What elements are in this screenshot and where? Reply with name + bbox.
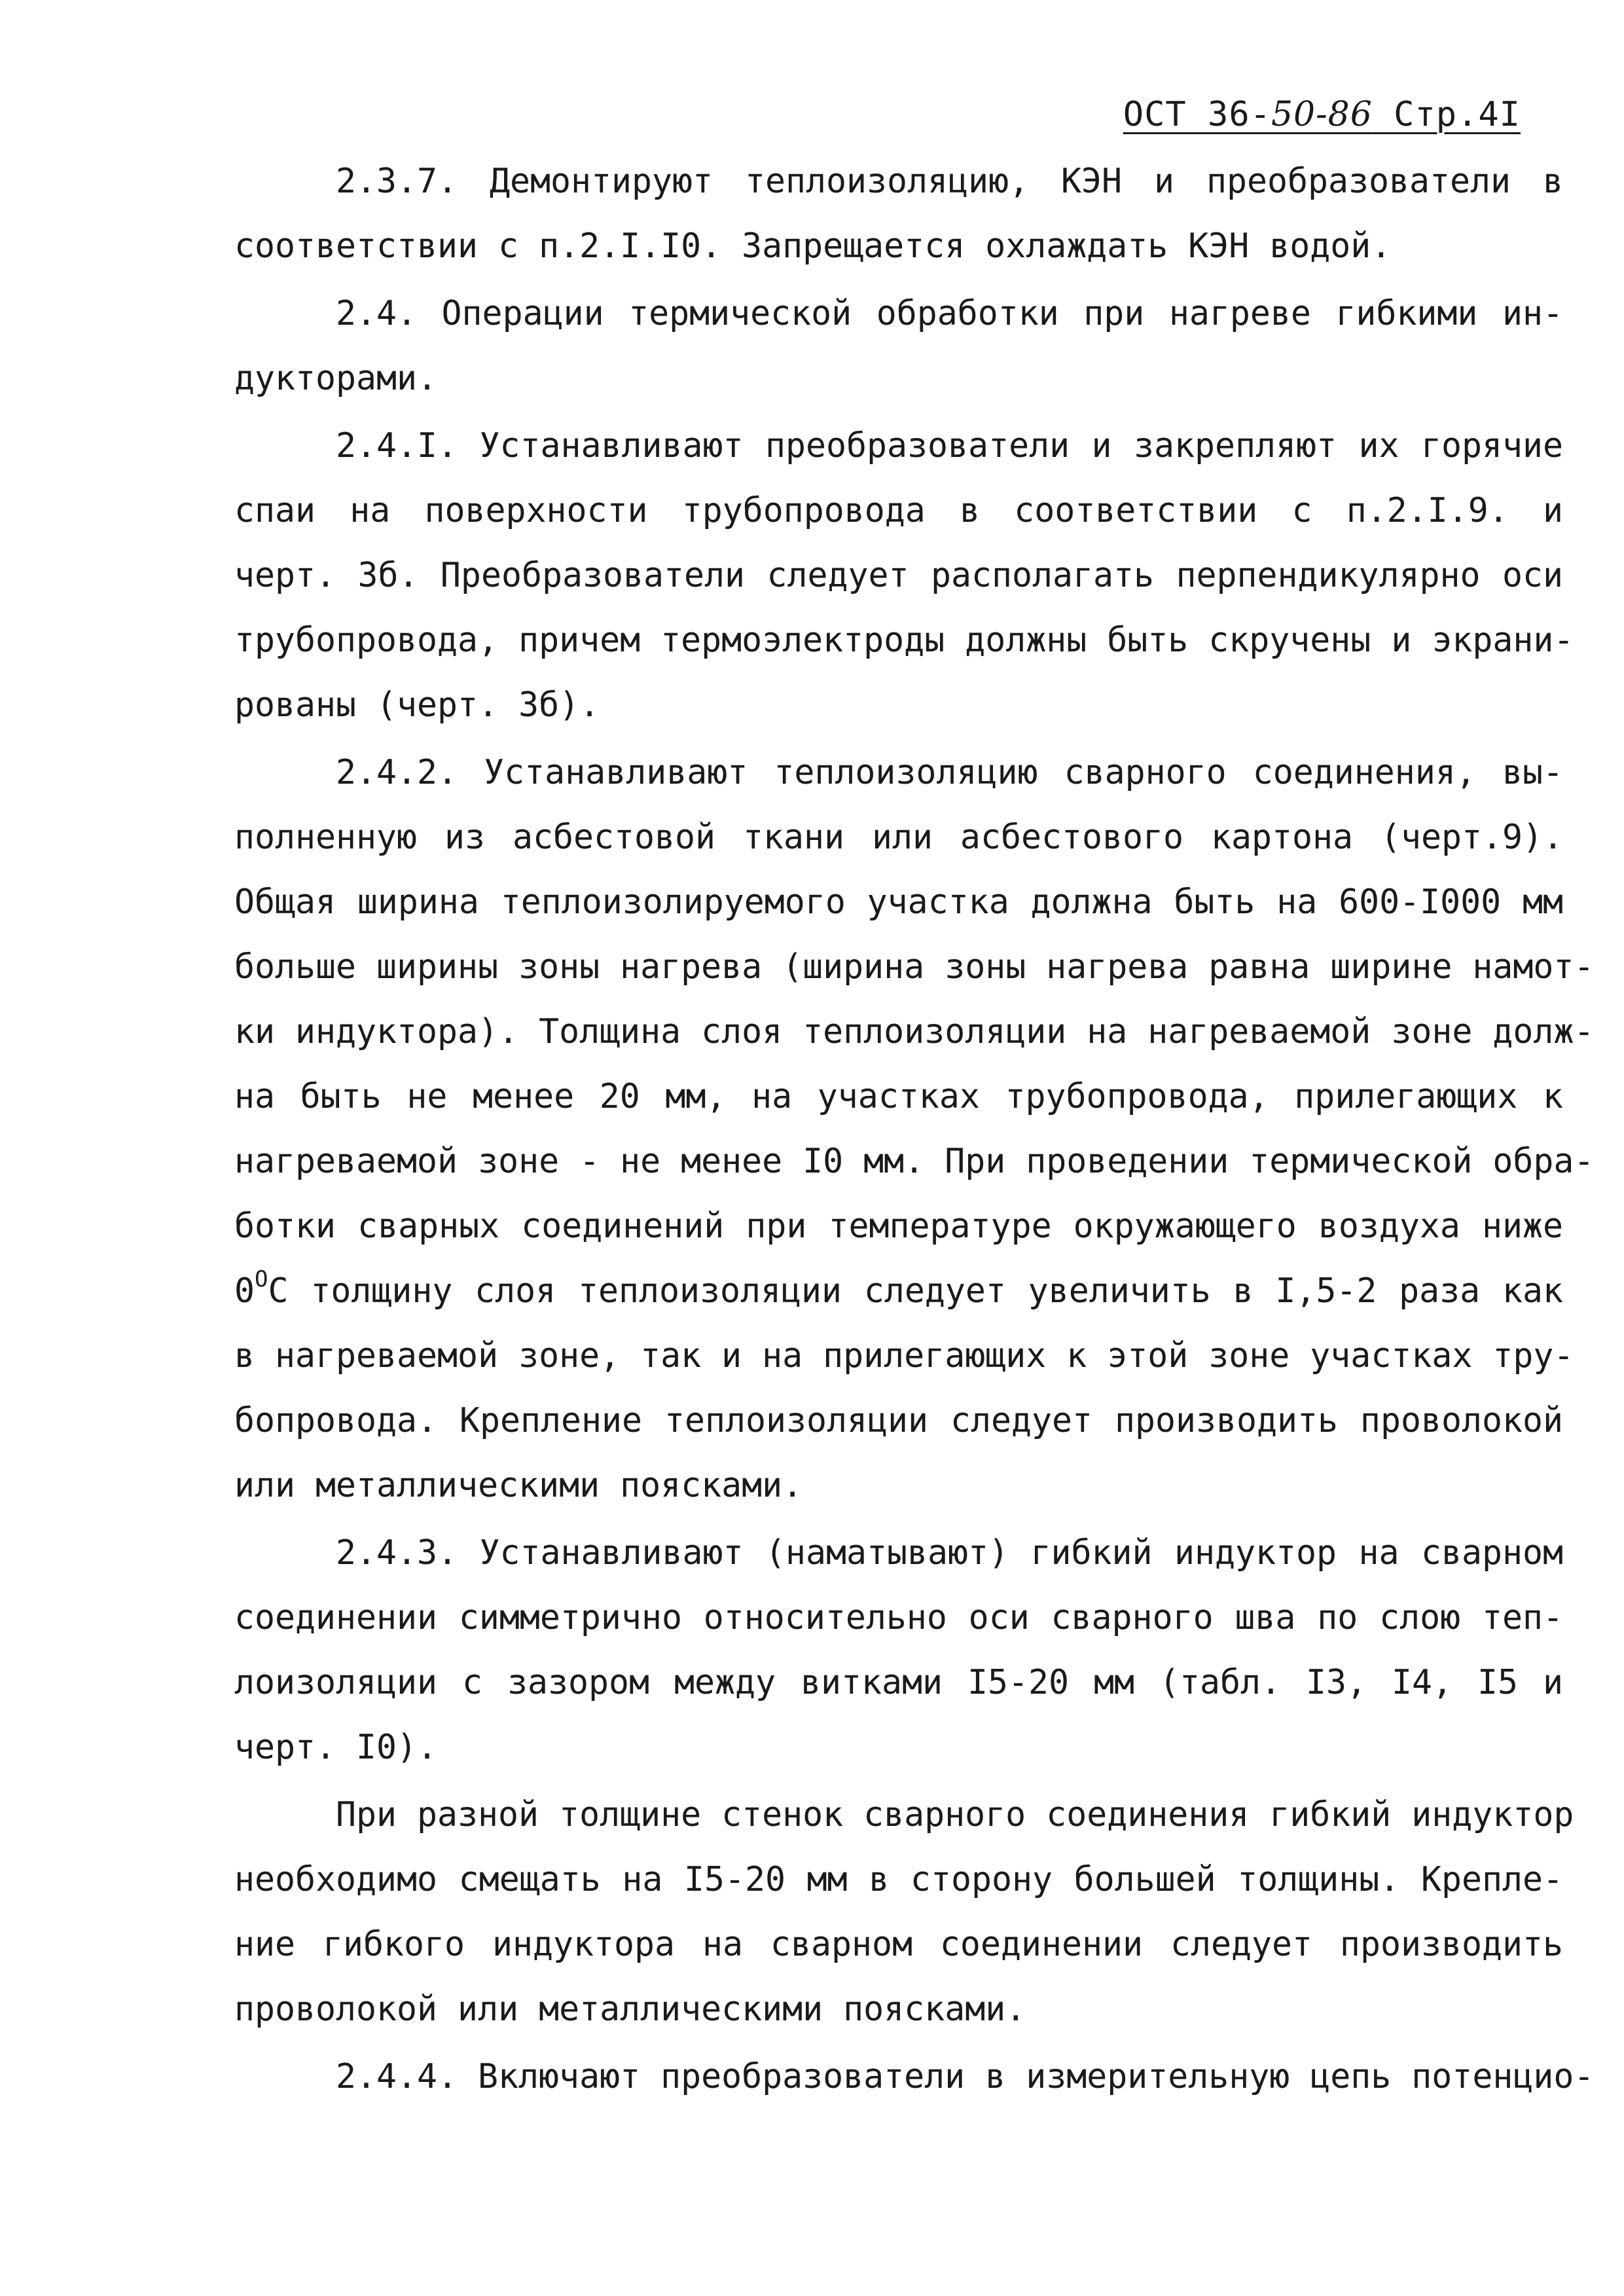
text-line [234, 1586, 1563, 1650]
text-line [234, 282, 1563, 346]
text-line-content: бопровода. Крепление теплоизоляции следует производить проволокой [234, 1401, 1563, 1440]
text-line-content: спаи на поверхности трубопровода в соответствии с п.2.I.9. и [234, 491, 1563, 530]
text-line [234, 935, 1595, 1000]
text-line-content: При разной толщине стенок сварного соединения гибкий индуктор [336, 1795, 1574, 1834]
text-line-content: проволокой или металлическими поясками. [234, 1990, 1026, 2029]
text-line [234, 1977, 1563, 2042]
text-line [234, 608, 1574, 673]
text-line [234, 1453, 1563, 1518]
text-line [234, 214, 1563, 279]
text-line-content: соединении симметрично относительно оси сварного шва по слою теп- [234, 1598, 1563, 1637]
text-line [234, 805, 1563, 870]
text-line [234, 1848, 1563, 1912]
text-line-content: 2.4.3. Устанавливают (наматывают) гибкий индуктор на сварном [336, 1533, 1563, 1573]
header-handwritten-number: 50-86 [1271, 95, 1373, 134]
text-line-content: дукторами. [234, 359, 438, 398]
text-line-content: нагреваемой зоне - не менее I0 мм. При проведении термической обра- [234, 1142, 1595, 1181]
text-line [234, 346, 1563, 411]
temperature-value: 0 [234, 1271, 255, 1311]
text-line-content: 2.4. Операции термической обработки при нагреве гибкими ин- [336, 294, 1563, 333]
text-line-content: ботки сварных соединений при температуре окружающего воздуха ниже [234, 1207, 1563, 1246]
text-line [234, 870, 1563, 935]
text-line [234, 1000, 1595, 1065]
text-line [234, 740, 1563, 805]
header-page-number: Стр.4I [1372, 95, 1521, 134]
text-line [234, 149, 1563, 214]
text-line-content: трубопровода, причем термоэлектроды должны быть скручены и экрани- [234, 621, 1574, 660]
text-line [234, 543, 1563, 608]
text-line-content: 2.4.I. Устанавливают преобразователи и закрепляют их горячие [336, 426, 1563, 465]
text-line-content: черт. 3б. Преобразователи следует располагать перпендикулярно оси [234, 556, 1563, 595]
document-body [234, 149, 1595, 2109]
text-line-content: или металлическими поясками. [234, 1466, 803, 1505]
text-line [234, 1065, 1563, 1129]
text-line-content: 2.3.7. Демонтируют теплоизоляцию, КЭН и преобразователи в [336, 162, 1563, 201]
text-line [234, 2045, 1595, 2109]
text-line [234, 673, 1563, 738]
text-line [234, 1259, 1563, 1324]
text-line [234, 1783, 1574, 1848]
text-line-content: в нагреваемой зоне, так и на прилегающих к этой зоне участках тру- [234, 1336, 1574, 1376]
text-line [234, 1650, 1563, 1715]
text-line-content: рованы (черт. 3б). [234, 685, 600, 725]
text-line-content: 2.4.4. Включают преобразователи в измерительную цепь потенцио- [336, 2057, 1595, 2096]
text-line-content: соответствии с п.2.I.I0. Запрещается охлаждать КЭН водой. [234, 227, 1392, 266]
text-line-content: 2.4.2. Устанавливают теплоизоляцию сварного соединения, вы- [336, 753, 1563, 792]
celsius-unit: С [268, 1271, 311, 1311]
text-line-content: на быть не менее 20 мм, на участках трубопровода, прилегающих к [234, 1077, 1563, 1116]
degree-sign: О [255, 1266, 268, 1292]
text-line [234, 414, 1563, 479]
text-line-content: больше ширины зоны нагрева (ширина зоны нагрева равна ширине намот- [234, 947, 1595, 987]
text-line [234, 1129, 1595, 1194]
text-line-content: Общая ширина теплоизолируемого участка должна быть на 600-I000 мм [234, 883, 1563, 922]
text-line-content: ки индуктора). Толщина слоя теплоизоляции на нагреваемой зоне долж- [234, 1012, 1595, 1051]
text-line [234, 1324, 1574, 1389]
header-standard-prefix: ОСТ 36- [1123, 95, 1271, 134]
text-line-content: черт. I0). [234, 1728, 438, 1767]
text-line-content: толщину слоя теплоизоляции следует увеличить в I,5-2 раза как [310, 1271, 1564, 1311]
text-line [234, 1194, 1563, 1259]
text-line-content: лоизоляции с зазором между витками I5-20 мм (табл. I3, I4, I5 и [234, 1663, 1563, 1702]
text-line [234, 479, 1563, 543]
text-line-content: необходимо смещать на I5-20 мм в сторону большей толщины. Крепле- [234, 1860, 1563, 1899]
text-line-content: полненную из асбестовой ткани или асбестового картона (черт.9). [234, 818, 1563, 857]
text-line [234, 1389, 1563, 1453]
page-header [1123, 92, 1521, 137]
text-line-content: ние гибкого индуктора на сварном соединении следует производить [234, 1925, 1563, 1964]
text-line [234, 1715, 1563, 1780]
text-line [234, 1521, 1563, 1586]
text-line [234, 1912, 1563, 1977]
